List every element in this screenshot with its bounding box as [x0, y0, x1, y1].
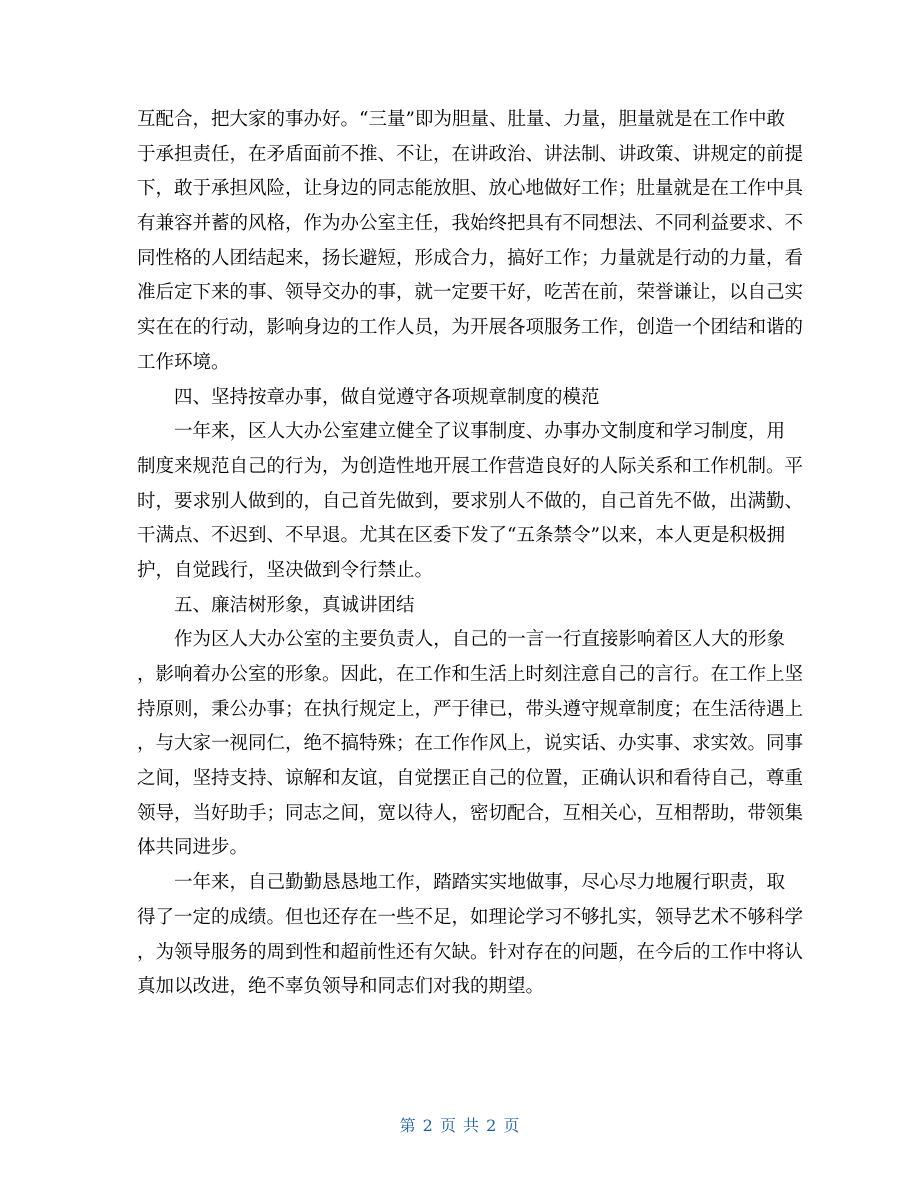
text-line: 一年来，区人大办公室建立健全了议事制度、办事办文制度和学习制度，用: [174, 421, 785, 443]
text-line: 得了一定的成绩。但也还存在一些不足，如理论学习不够扎实，领导艺术不够科学: [137, 906, 804, 928]
text-line: 制度来规范自己的行为，为创造性地开展工作营造良好的人际关系和工作机制。平: [137, 455, 804, 477]
text-line: 四、坚持按章办事，做自觉遵守各项规章制度的模范: [174, 386, 600, 408]
text-line: 一年来，自己勤勤恳恳地工作，踏踏实实地做事，尽心尽力地履行职责，取: [174, 872, 785, 894]
text-line: 真加以改进，绝不辜负领导和同志们对我的期望。: [137, 976, 545, 998]
text-line: 于承担责任，在矛盾面前不推、不让，在讲政治、讲法制、讲政策、讲规定的前提: [137, 143, 804, 165]
page-footer: 第 2 页 共 2 页: [399, 1116, 521, 1135]
text-line: 准后定下来的事、领导交办的事，就一定要干好，吃苦在前，荣誉谦让，以自己实: [137, 282, 804, 304]
text-line: 五、廉洁树形象，真诚讲团结: [174, 594, 415, 616]
document-body: [137, 103, 804, 1005]
text-line: 同性格的人团结起来，扬长避短，形成合力，搞好工作；力量就是行动的力量，看: [137, 247, 804, 269]
text-line: 之间，坚持支持、谅解和友谊，自觉摆正自己的位置，正确认识和看待自己，尊重: [137, 768, 804, 790]
text-line: ，为领导服务的周到性和超前性还有欠缺。针对存在的问题，在今后的工作中将认: [137, 941, 804, 963]
text-line: 干满点、不迟到、不早退。尤其在区委下发了“五条禁令”以来，本人更是积极拥: [137, 525, 785, 547]
text-line: ，影响着办公室的形象。因此，在工作和生活上时刻注意自己的言行。在工作上坚: [137, 664, 804, 685]
text-line: 工作环境。: [137, 351, 230, 373]
text-line: 下，敢于承担风险，让身边的同志能放胆、放心地做好工作；肚量就是在工作中具: [137, 178, 804, 200]
text-line: 互配合，把大家的事办好。“三量”即为胆量、肚量、力量，胆量就是在工作中敢: [137, 109, 785, 130]
text-line: 实在在的行动，影响身边的工作人员，为开展各项服务工作，创造一个团结和谐的: [137, 317, 804, 339]
text-line: 领导，当好助手；同志之间，宽以待人，密切配合，互相关心，互相帮助，带领集: [137, 802, 804, 824]
text-line: 有兼容并蓄的风格，作为办公室主任，我始终把具有不同想法、不同利益要求、不: [137, 213, 804, 235]
text-line: 持原则，秉公办事；在执行规定上，严于律已，带头遵守规章制度；在生活待遇上: [137, 698, 804, 720]
text-line: 时，要求别人做到的，自己首先做到，要求别人不做的，自己首先不做，出满勤、: [137, 490, 804, 512]
text-line: 作为区人大办公室的主要负责人，自己的一言一行直接影响着区人大的形象: [174, 629, 785, 651]
text-line: 护，自觉践行，坚决做到令行禁止。: [137, 559, 434, 581]
text-line: ，与大家一视同仁，绝不搞特殊；在工作作风上，说实话、办实事、求实效。同事: [137, 733, 804, 755]
text-line: 体共同进步。: [137, 837, 249, 859]
